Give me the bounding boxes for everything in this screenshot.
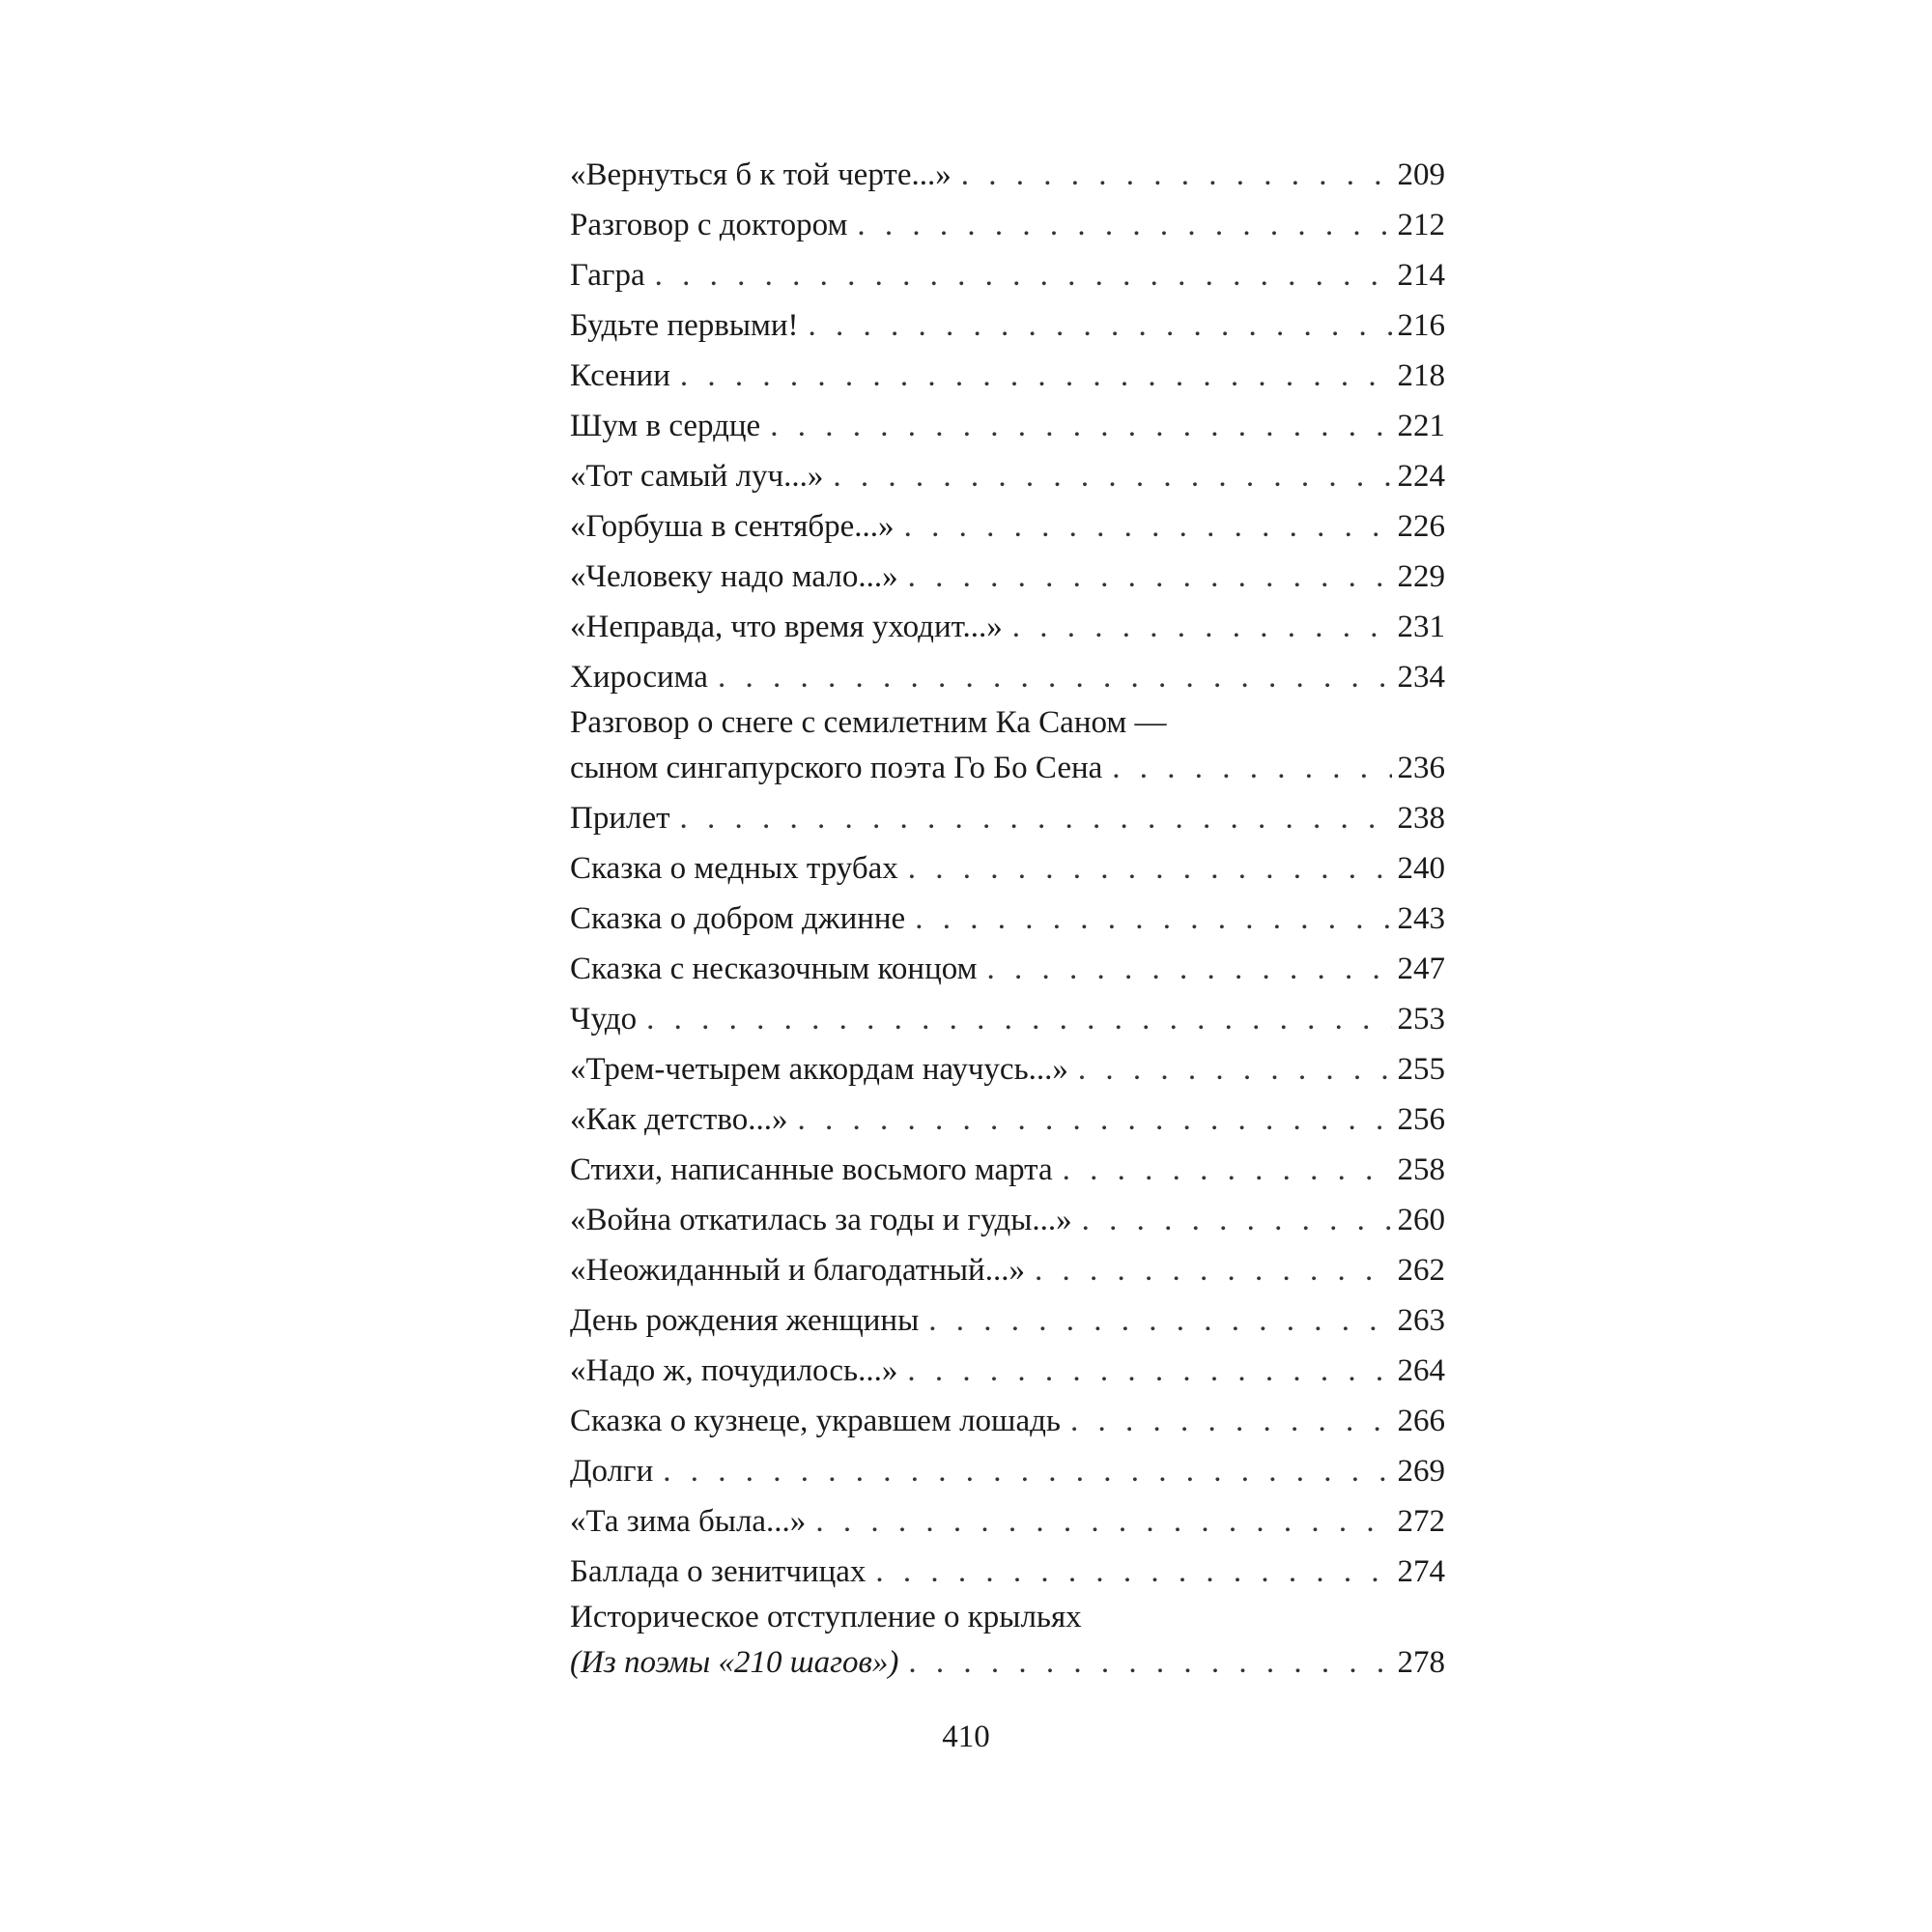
toc-entry <box>570 702 1445 793</box>
toc-entry-page: 266 <box>1397 1404 1445 1438</box>
toc-entry <box>570 652 1445 702</box>
toc-entry <box>570 1597 1445 1688</box>
dot-leader <box>857 200 1391 250</box>
toc-entry <box>570 200 1445 250</box>
dot-leader <box>680 793 1392 843</box>
toc-entry <box>570 1295 1445 1346</box>
toc-entry <box>570 994 1445 1044</box>
toc-entry-title-line1: Историческое отступление о крыльях <box>570 1600 1082 1634</box>
dot-leader <box>908 843 1392 894</box>
toc-entry-title: «Трем-четырем аккордам научусь...» <box>570 1052 1068 1087</box>
toc-entry-title: «Неправда, что время уходит...» <box>570 610 1003 644</box>
toc-entry <box>570 894 1445 944</box>
toc-entry <box>570 1446 1445 1496</box>
toc-entry <box>570 1396 1445 1446</box>
toc-entry <box>570 250 1445 300</box>
toc-entry <box>570 1094 1445 1145</box>
toc-entry <box>570 501 1445 552</box>
dot-leader <box>1063 1145 1392 1195</box>
table-of-contents <box>570 150 1445 1688</box>
toc-entry-page: 214 <box>1397 258 1445 293</box>
dot-leader <box>1070 1396 1392 1446</box>
dot-leader <box>655 250 1392 300</box>
dot-leader <box>904 501 1392 552</box>
toc-entry <box>570 602 1445 652</box>
toc-entry-page: 255 <box>1397 1052 1445 1087</box>
dot-leader <box>718 652 1392 702</box>
toc-entry-page: 258 <box>1397 1152 1445 1187</box>
toc-entry-page: 264 <box>1397 1353 1445 1388</box>
dot-leader <box>797 1094 1391 1145</box>
dot-leader <box>987 944 1392 994</box>
toc-entry-page: 224 <box>1397 459 1445 494</box>
toc-entry-title: «Тот самый луч...» <box>570 459 824 494</box>
dot-leader <box>915 894 1391 944</box>
toc-entry <box>570 150 1445 200</box>
toc-entry-title: «Вернуться б к той черте...» <box>570 157 952 192</box>
toc-entry-title: Сказка о добром джинне <box>570 901 906 936</box>
toc-entry-title: Будьте первыми! <box>570 308 799 343</box>
toc-entry-title: Прилет <box>570 801 670 836</box>
dot-leader <box>770 401 1391 451</box>
dot-leader <box>809 300 1392 351</box>
dot-leader <box>833 451 1391 501</box>
dot-leader <box>1035 1245 1392 1295</box>
toc-entry <box>570 1195 1445 1245</box>
toc-entry-page: 243 <box>1397 901 1445 936</box>
toc-entry-page: 234 <box>1397 660 1445 695</box>
toc-entry-title: Сказка о медных трубах <box>570 851 898 886</box>
dot-leader <box>908 552 1392 602</box>
toc-entry-title-line2: сыном сингапурского поэта Го Бо Сена <box>570 751 1103 785</box>
toc-entry-page: 274 <box>1397 1554 1445 1589</box>
toc-entry-title: Ксении <box>570 358 670 393</box>
toc-entry-page: 240 <box>1397 851 1445 886</box>
toc-entry-title: Долги <box>570 1454 654 1489</box>
toc-entry-title: «Война откатилась за годы и гуды...» <box>570 1203 1072 1237</box>
toc-entry <box>570 793 1445 843</box>
toc-entry-page: 262 <box>1397 1253 1445 1288</box>
dot-leader <box>1012 602 1392 652</box>
toc-entry-title: «Надо ж, почудилось...» <box>570 1353 898 1388</box>
toc-entry-title: «Человеку надо мало...» <box>570 559 898 594</box>
toc-entry-page: 263 <box>1397 1303 1445 1338</box>
toc-entry-title-line2: (Из поэмы «210 шагов») <box>570 1645 899 1680</box>
toc-entry-page: 236 <box>1397 751 1445 785</box>
toc-entry-page: 226 <box>1397 509 1445 544</box>
toc-entry-page: 260 <box>1397 1203 1445 1237</box>
toc-entry-page: 218 <box>1397 358 1445 393</box>
toc-entry-title: Чудо <box>570 1002 638 1037</box>
dot-leader <box>907 1346 1391 1396</box>
toc-entry-title: «Как детство...» <box>570 1102 788 1137</box>
page-number: 410 <box>942 1719 990 1754</box>
toc-entry <box>570 1547 1445 1597</box>
toc-entry-page: 247 <box>1397 952 1445 986</box>
toc-entry-page: 231 <box>1397 610 1445 644</box>
toc-entry-title-line1: Разговор о снеге с семилетним Ка Саном — <box>570 705 1167 740</box>
toc-entry <box>570 1496 1445 1547</box>
dot-leader <box>663 1446 1391 1496</box>
toc-entry-title: Гагра <box>570 258 645 293</box>
toc-entry-title: Разговор с доктором <box>570 208 848 242</box>
toc-entry <box>570 944 1445 994</box>
toc-entry <box>570 1346 1445 1396</box>
toc-entry <box>570 552 1445 602</box>
toc-entry-page: 278 <box>1397 1645 1445 1680</box>
toc-entry-page: 269 <box>1397 1454 1445 1489</box>
toc-entry-title: «Та зима была...» <box>570 1504 807 1539</box>
toc-entry-title: Хиросима <box>570 660 708 695</box>
toc-entry <box>570 1145 1445 1195</box>
dot-leader <box>875 1547 1391 1597</box>
dot-leader <box>646 994 1391 1044</box>
toc-entry-page: 212 <box>1397 208 1445 242</box>
dot-leader <box>1112 743 1391 793</box>
toc-entry-page: 253 <box>1397 1002 1445 1037</box>
toc-entry <box>570 1245 1445 1295</box>
toc-entry-page: 209 <box>1397 157 1445 192</box>
toc-entry-page: 256 <box>1397 1102 1445 1137</box>
dot-leader <box>908 1637 1391 1688</box>
dot-leader <box>680 351 1392 401</box>
toc-entry-page: 272 <box>1397 1504 1445 1539</box>
toc-entry <box>570 843 1445 894</box>
toc-entry <box>570 1044 1445 1094</box>
toc-entry-title: «Горбуша в сентябре...» <box>570 509 895 544</box>
dot-leader <box>1082 1195 1392 1245</box>
toc-entry-title: Стихи, написанные восьмого марта <box>570 1152 1053 1187</box>
toc-entry-title: Сказка о кузнеце, укравшем лошадь <box>570 1404 1061 1438</box>
toc-entry-title: «Неожиданный и благодатный...» <box>570 1253 1025 1288</box>
toc-entry-title: Сказка с несказочным концом <box>570 952 978 986</box>
toc-entry-title: Баллада о зенитчицах <box>570 1554 867 1589</box>
toc-entry-page: 229 <box>1397 559 1445 594</box>
toc-entry-page: 216 <box>1397 308 1445 343</box>
dot-leader <box>1078 1044 1392 1094</box>
toc-entry <box>570 300 1445 351</box>
toc-entry <box>570 351 1445 401</box>
toc-entry <box>570 401 1445 451</box>
dot-leader <box>961 150 1392 200</box>
toc-entry-page: 238 <box>1397 801 1445 836</box>
dot-leader <box>928 1295 1391 1346</box>
toc-entry-title: День рождения женщины <box>570 1303 920 1338</box>
toc-entry-page: 221 <box>1397 409 1445 443</box>
toc-entry <box>570 451 1445 501</box>
dot-leader <box>815 1496 1391 1547</box>
toc-entry-title: Шум в сердце <box>570 409 761 443</box>
